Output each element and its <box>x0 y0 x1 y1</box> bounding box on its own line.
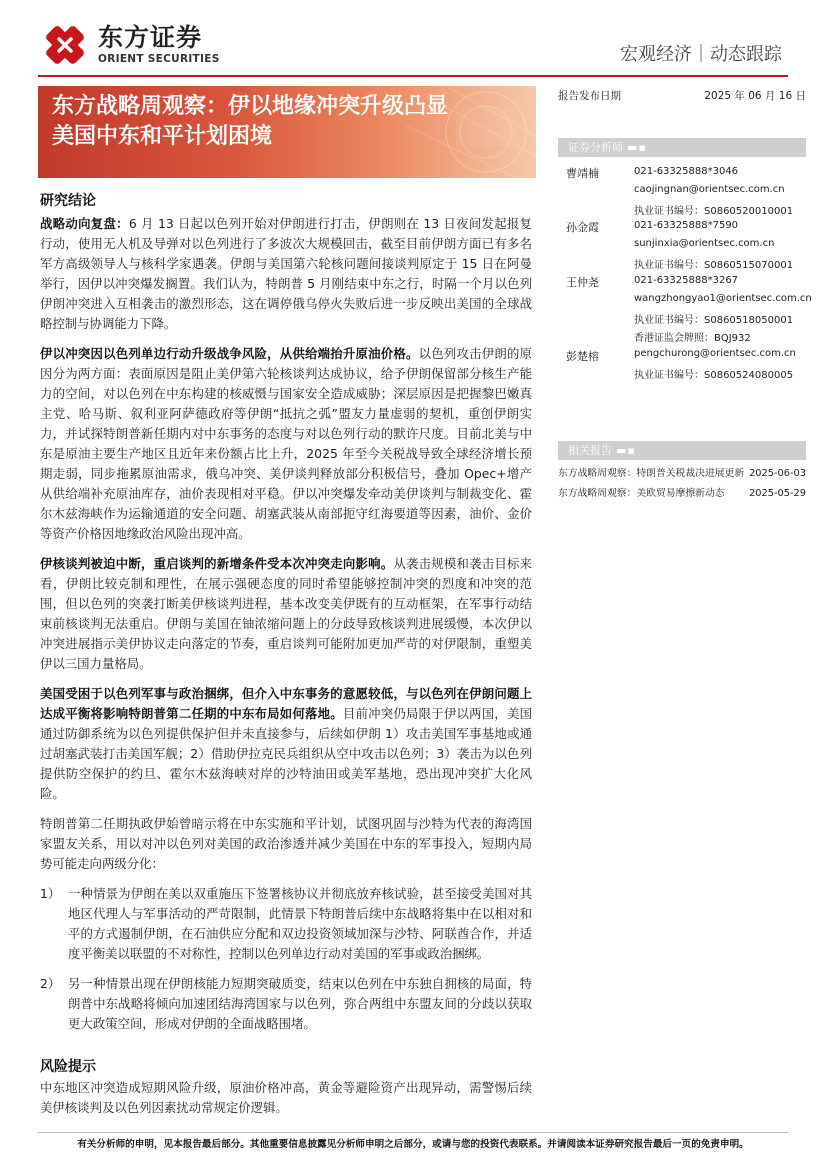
related-report-date: 2025-06-03 <box>749 468 806 479</box>
list-number: 1） <box>40 886 61 901</box>
report-date-row <box>558 88 806 103</box>
related-report-item[interactable] <box>558 466 806 482</box>
analyst-email[interactable]: caojingnan@orientsec.com.cn <box>634 184 785 195</box>
list-text: 另一种情景出现在伊朗核能力短期突破质变，结束以色列在中东独自拥核的局面，特朗普中东战略将倾向加速团结海湾国家与以色列，弥合两组中东盟友间的分歧以获取更大政策空间，形成对伊朗的全面战略围堵。 <box>68 976 532 1031</box>
related-heading <box>558 441 806 460</box>
paragraph-lead: 战略动向复盘： <box>40 216 129 231</box>
report-title <box>52 92 526 152</box>
risk-heading: 风险提示 <box>40 1059 96 1075</box>
dots-icon: ▬▪ <box>616 444 636 457</box>
analyst-email[interactable]: wangzhongyao1@orientsec.com.cn <box>634 293 812 304</box>
report-date-value: 2025 年 06 月 16 日 <box>704 90 806 102</box>
list-text: 一种情景为伊朗在美以双重施压下签署核协议并彻底放弃核试验，甚至接受美国对其地区代理人与军事活动的严苛限制，此情景下特朗普后续中东战略将集中在以相对和平的方式遏制伊朗，在石油供应分配和双边投资领域加深与沙特、阿联酋合作，并适度平衡美以联盟的不对称性，控制以色列单边行动对美国的军事或政治捆绑。 <box>68 886 532 961</box>
orient-logo-icon <box>38 23 92 67</box>
dots-icon: ▬▪ <box>627 141 647 154</box>
analyst-cert: 执业证书编号：S0860518050001 <box>634 315 794 326</box>
analyst-cert: 执业证书编号：S0860520010001 <box>634 206 794 217</box>
title-banner <box>38 86 536 178</box>
analyst-cert: 执业证书编号：S0860515070001 <box>634 260 794 271</box>
analyst-email[interactable]: pengchurong@orientsec.com.cn <box>634 348 796 359</box>
analyst-phone: 021-63325888*7590 <box>634 220 739 231</box>
report-type: 宏观经济｜动态跟踪 <box>620 44 782 65</box>
analyst-name: 王仲尧 <box>566 276 599 289</box>
paragraph-text: 6 月 13 日起以色列开始对伊朗进行打击，伊朗则在 13 日夜间发起报复行动，使用无人机及导弹对以色列进行了多波次大规模回击，截至目前伊朗方面已有多名军方高级领导人与核科学家遇袭。伊朗与美国第六轮核问题间接谈判原定于 15 日在阿曼举行，因伊以冲突爆发搁置。我们认为，特朗普 5 月刚结束中东之行，时隔一个月以色列伊朗冲突进入互相袭击的激烈形态，这在调停俄乌停火失败后进一步反映出美国的全球战略控制与协调能力下降。 <box>40 216 533 331</box>
paragraph-strategy-review <box>40 214 532 334</box>
paragraph-us-dilemma <box>40 684 532 804</box>
report-title-line1: 东方战略周观察：伊以地缘冲突升级凸显 <box>52 94 449 119</box>
analyst-name: 曹靖楠 <box>566 167 599 180</box>
analyst-name: 孙金霞 <box>566 221 599 234</box>
paragraph-text: 从袭击规模和袭击目标来看，伊朗比较克制和理性，在展示强硬态度的同时希望能够控制冲突的烈度和冲突的范围，但以色列的突袭打断美伊核谈判进程，基本改变美伊既有的互动框架，在军事行动结束前核谈判无法重启。伊朗与美国在铀浓缩问题上的分歧导致核谈判进展缓慢，本次伊以冲突进展指示美伊协议走向落定的节奏，重启谈判可能附加更加严苛的对伊限制，重塑美伊以三国力量格局。 <box>40 556 533 671</box>
paragraph-text: 目前冲突仍局限于伊以两国，美国通过防御系统为以色列提供保护但并未直接参与，后续如伊朗 1）攻击美国军事基地或通过胡塞武装打击美国军舰；2）借助伊拉克民兵组织从空中攻击以色列；3）袭击为以色列提供防空保护的约旦、霍尔木兹海峡对岸的沙特油田或美军基地，恐出现冲突扩大化风险。 <box>40 706 533 801</box>
analyst-list <box>558 157 812 407</box>
paragraph-scenarios-intro: 特朗普第二任期执政伊始曾暗示将在中东实施和平计划，试图巩固与沙特为代表的海湾国家盟友关系，用以对冲以色列对美国的政治渗透并减少美国在中东的军事投入，短期内局势可能走向两级分化： <box>40 816 532 871</box>
brand-name-cn: 东方证券 <box>98 23 203 52</box>
risk-paragraph: 中东地区冲突造成短期风险升级，原油价格冲高，黄金等避险资产出现异动，需警惕后续美伊核谈判及以色列因素扰动常规定价逻辑。 <box>40 1080 532 1115</box>
paragraph-oil-risk <box>40 344 532 544</box>
report-title-line2: 美国中东和平计划困境 <box>52 124 273 149</box>
related-heading-label: 相关报告 <box>568 444 612 457</box>
paragraph-lead: 伊核谈判被迫中断，重启谈判的新增条件受本次冲突走向影响。 <box>40 556 394 571</box>
related-report-title[interactable]: 东方战略周观察：美欧贸易摩擦新动态 <box>558 488 725 499</box>
paragraph-lead: 美国受困于以色列军事与政治捆绑，但介入中东事务的意愿较低，与以色列在伊朗问题上达成平衡将影响特朗普第二任期的中东布局如何落地。 <box>40 686 532 721</box>
brand-logo <box>38 20 220 70</box>
paragraph-nuclear-talks <box>40 554 532 674</box>
analysts-heading-label: 证券分析师 <box>568 141 623 154</box>
paragraph-lead: 伊以冲突因以色列单边行动升级战争风险，从供给端抬升原油价格。 <box>40 346 419 361</box>
related-report-date: 2025-05-29 <box>749 488 806 499</box>
footer-disclaimer: 有关分析师的申明，见本报告最后部分。其他重要信息披露见分析师申明之后部分，或请与您的投资代表联系。并请阅读本证券研究报告最后一页的免责申明。 <box>77 1139 749 1150</box>
header-divider <box>38 75 788 77</box>
analysts-section <box>558 138 812 407</box>
paragraph-text: 以色列攻击伊朗的原因分为两方面：表面原因是阻止美伊第六轮核谈判达成协议，给予伊朗保留部分核生产能力的空间，对以色列在中东构建的核威慑与国家安全造成威胁；深层原因是把握黎巴嫩真主党、哈马斯、叙利亚阿萨德政府等伊朗“抵抗之弧”盟友力量虚弱的契机，重创伊朗实力，并试探特朗普新任期内对中东事务的态度与对以色列行动的默许尺度。目前北美与中东是原油主要生产地区且近年来份额占比上升，2025 年至今关税战导致全球经济增长预期走弱，同步拖累原油需求，俄乌冲突、美伊谈判释放部分积极信号，叠加 Opec+增产从供给端补充原油库存，油价表现相对平稳。伊以冲突爆发牵动美伊谈判与制裁变化、霍尔木兹海峡作为运输通道的安全问题、胡塞武装从南部扼守红海要道等因素，油价、金价等资产价格因地缘政治风险出现冲高。 <box>40 346 533 541</box>
related-report-title[interactable]: 东方战略周观察：特朗普关税裁决进展更新 <box>558 468 745 479</box>
footer-divider <box>38 1132 788 1133</box>
analyst-phone: 021-63325888*3046 <box>634 166 739 177</box>
brand-name-en: ORIENT SECURITIES <box>98 53 220 65</box>
analyst-cert: 执业证书编号：S0860524080005 <box>634 370 794 381</box>
related-reports-section <box>558 441 806 502</box>
list-item <box>40 884 532 964</box>
research-heading: 研究结论 <box>40 193 96 209</box>
analysts-heading <box>558 138 806 157</box>
main-content <box>40 190 532 1118</box>
analyst-name: 彭楚榕 <box>566 350 599 363</box>
analyst-phone: 021-63325888*3267 <box>634 275 739 286</box>
report-date-label: 报告发布日期 <box>558 90 621 102</box>
analyst-license: 香港证监会牌照：BQJ932 <box>634 333 751 344</box>
list-number: 2） <box>40 976 61 991</box>
related-report-item[interactable] <box>558 486 806 502</box>
list-item <box>40 974 532 1034</box>
analyst-email[interactable]: sunjinxia@orientsec.com.cn <box>634 238 775 249</box>
